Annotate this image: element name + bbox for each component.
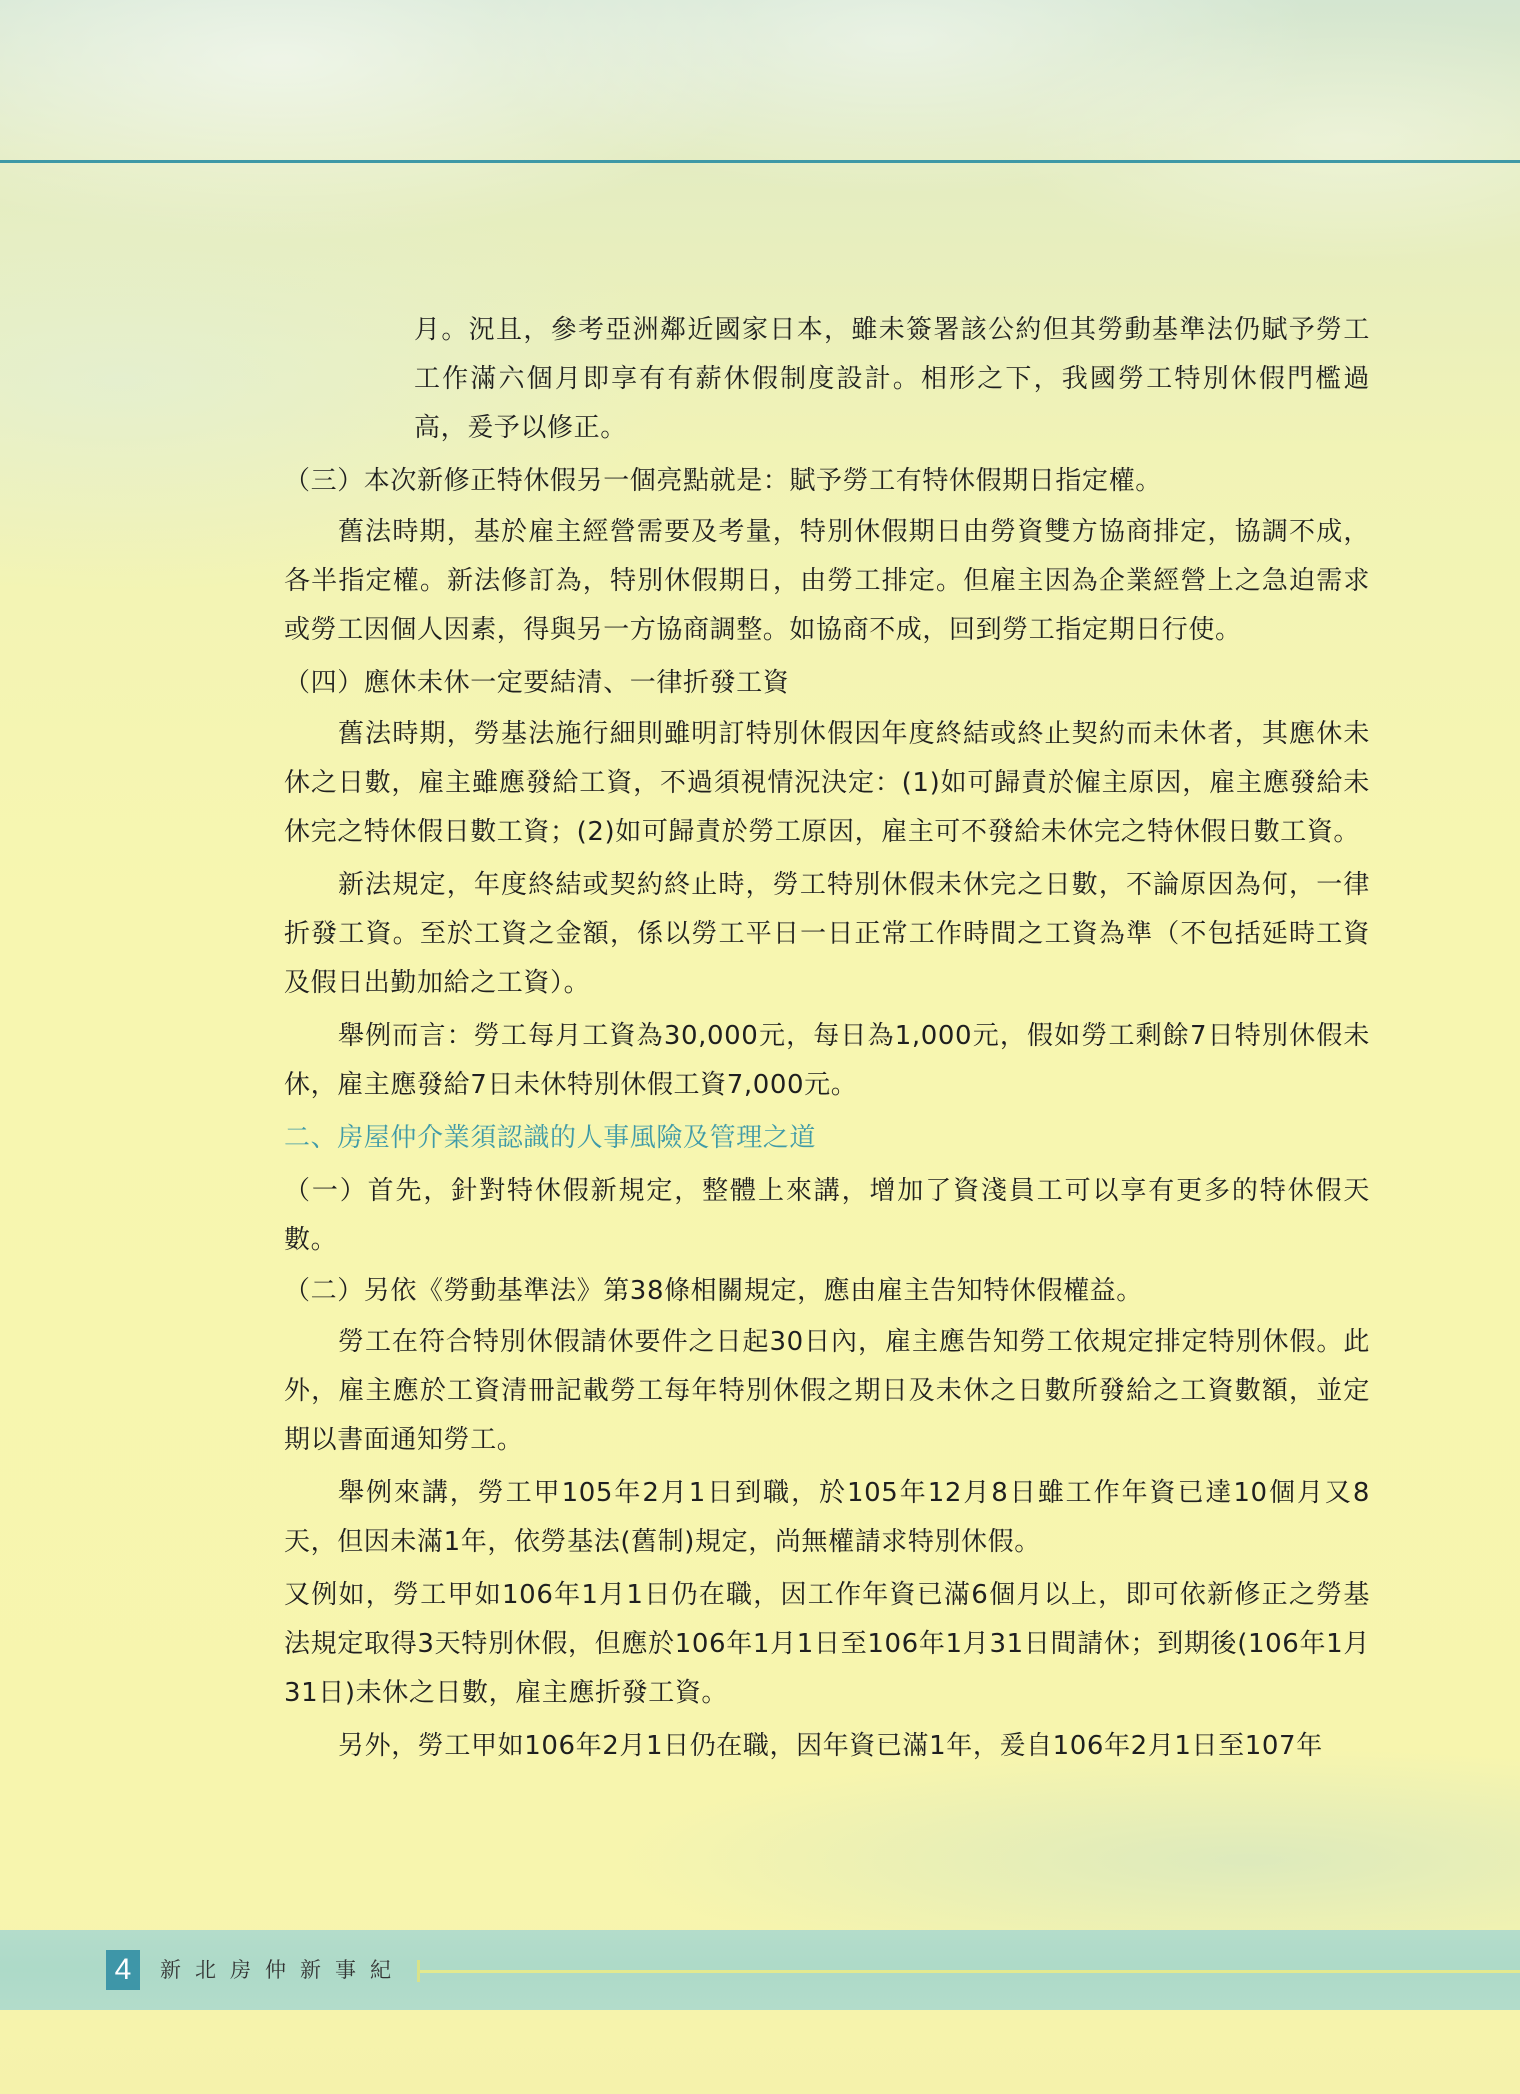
article-body — [284, 306, 1370, 1775]
publication-title: 新北房仲新事紀 — [160, 1958, 405, 1982]
subheading-1: （一）首先，針對特休假新規定，整體上來講，增加了資淺員工可以享有更多的特休假天數。 — [284, 1176, 1370, 1255]
header-rule — [0, 160, 1520, 163]
paragraph: 舊法時期，勞基法施行細則雖明訂特別休假因年度終結或終止契約而未休者，其應休未休之日數，雇主雖應發給工資，不過須視情況決定：(1)如可歸責於僱主原因，雇主應發給未休完之特休假日數工資；(2)如可歸責於勞工原因，雇主可不發給未休完之特休假日數工資。 — [284, 719, 1370, 847]
paragraph: 又例如，勞工甲如106年1月1日仍在職，因工作年資已滿6個月以上，即可依新修正之勞基法規定取得3天特別休假，但應於106年1月1日至106年1月31日間請休；到期後(106年1月31日)未休之日數，雇主應折發工資。 — [284, 1580, 1370, 1708]
subheading-2: （二）另依《勞動基準法》第38條相關規定，應由雇主告知特休假權益。 — [284, 1276, 1143, 1306]
paragraph: 另外，勞工甲如106年2月1日仍在職，因年資已滿1年，爰自106年2月1日至107年 — [338, 1731, 1323, 1761]
page-number: 4 — [106, 1950, 140, 1990]
paragraph: 舉例而言：勞工每月工資為30,000元，每日為1,000元，假如勞工剩餘7日特別休假未休，雇主應發給7日未休特別休假工資7,000元。 — [284, 1021, 1370, 1100]
paragraph: 勞工在符合特別休假請休要件之日起30日內，雇主應告知勞工依規定排定特別休假。此外，雇主應於工資清冊記載勞工每年特別休假之期日及未休之日數所發給之工資數額，並定期以書面通知勞工。 — [284, 1327, 1370, 1455]
paragraph: 舊法時期，基於雇主經營需要及考量，特別休假期日由勞資雙方協商排定，協調不成，各半指定權。新法修訂為，特別休假期日，由勞工排定。但雇主因為企業經營上之急迫需求或勞工因個人因素，得與另一方協商調整。如協商不成，回到勞工指定期日行使。 — [284, 517, 1370, 645]
paragraph: 舉例來講，勞工甲105年2月1日到職，於105年12月8日雖工作年資已達10個月又8天，但因未滿1年，依勞基法(舊制)規定，尚無權請求特別休假。 — [284, 1478, 1370, 1557]
paragraph-continuation: 月。況且，參考亞洲鄰近國家日本，雖未簽署該公約但其勞動基準法仍賦予勞工工作滿六個月即享有有薪休假制度設計。相形之下，我國勞工特別休假門檻過高，爰予以修正。 — [414, 315, 1370, 443]
subheading-3: （三）本次新修正特休假另一個亮點就是：賦予勞工有特休假期日指定權。 — [284, 466, 1162, 496]
section-heading: 二、房屋仲介業須認識的人事風險及管理之道 — [284, 1123, 817, 1153]
footer-rule — [420, 1970, 1520, 1973]
paragraph: 新法規定，年度終結或契約終止時，勞工特別休假未休完之日數，不論原因為何，一律折發工資。至於工資之金額，係以勞工平日一日正常工作時間之工資為準（不包括延時工資及假日出勤加給之工資）。 — [284, 870, 1370, 998]
subheading-4: （四）應休未休一定要結清、一律折發工資 — [284, 668, 790, 698]
